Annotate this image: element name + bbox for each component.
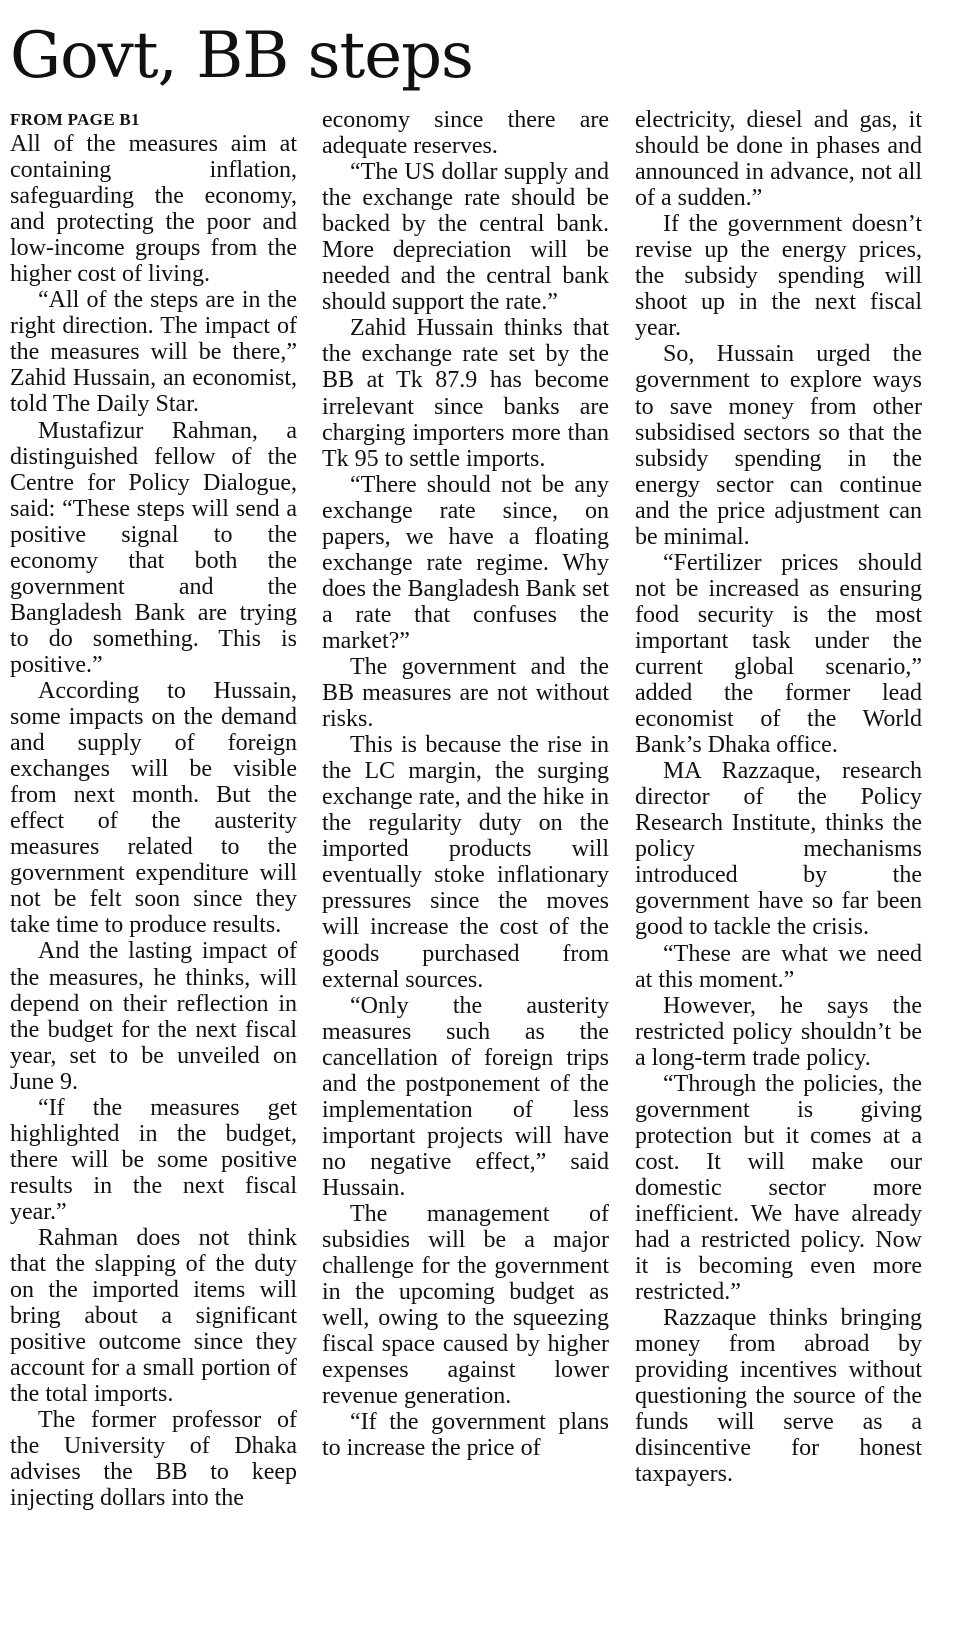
article-column-2 [322,107,609,1645]
headline: Govt, BB steps [10,19,473,93]
paragraph: The government and the BB measures are not without risks. [322,653,609,733]
paragraph: Zahid Hussain thinks that the exchange rate set by the BB at Tk 87.9 has become irrelevant since banks are charging importers more than Tk 95 to settle imports. [322,315,609,472]
paragraph: So, Hussain urged the government to explore ways to save money from other subsidised sectors so that the subsidy spending in the energy sector can continue and the price adjustment can be minimal. [635,341,922,550]
paragraph: “All of the steps are in the right direction. The impact of the measures will be there,” Zahid Hussain, an economist, told The Daily Star. [10,287,297,418]
paragraph: According to Hussain, some impacts on the demand and supply of foreign exchanges will be visible from next month. But the effect of the austerity measures related to the government expenditure will not be felt soon since they take time to produce results. [10,677,297,939]
paragraph: “There should not be any exchange rate since, on papers, we have a floating exchange rate regime. Why does the Bangladesh Bank set a rate that confuses the market?” [322,471,609,654]
paragraph: economy since there are adequate reserves. [322,107,609,160]
paragraph: electricity, diesel and gas, it should be done in phases and announced in advance, not all of a sudden.” [635,107,922,212]
paragraph: “Through the policies, the government is giving protection but it comes at a cost. It will make our domestic sector more inefficient. We have already had a restricted policy. Now it is becoming even more restricted.” [635,1070,922,1306]
paragraph: If the government doesn’t revise up the energy prices, the subsidy spending will shoot up in the next fiscal year. [635,211,922,342]
paragraph: All of the measures aim at containing inflation, safeguarding the economy, and protecting the poor and low-income groups from the higher cost of living. [10,131,297,288]
paragraph: The former professor of the University of Dhaka advises the BB to keep injecting dollars into the [10,1407,297,1512]
paragraph: Mustafizur Rahman, a distinguished fellow of the Centre for Policy Dialogue, said: “These steps will send a positive signal to the economy that both the government and the Bangladesh Bank are trying to do something. This is positive.” [10,417,297,678]
paragraph: “The US dollar supply and the exchange rate should be backed by the central bank. More depreciation will be needed and the central bank should support the rate.” [322,159,609,316]
paragraph: “Fertilizer prices should not be increased as ensuring food security is the most important task under the current global scenario,” added the former lead economist of the World Bank’s Dhaka office. [635,549,922,759]
paragraph: “These are what we need at this moment.” [635,940,922,993]
paragraph: “Only the austerity measures such as the cancellation of foreign trips and the postponement of the implementation of less important projects will have no negative effect,” said Hussain. [322,992,609,1201]
jump-line: FROM PAGE B1 [10,110,140,129]
paragraph: MA Razzaque, research director of the Policy Research Institute, thinks the policy mechanisms introduced by the government have so far been good to tackle the crisis. [635,758,922,941]
paragraph: However, he says the restricted policy shouldn’t be a long-term trade policy. [635,992,922,1071]
paragraph: Rahman does not think that the slapping of the duty on the imported items will bring about a significant positive outcome since they account for a small portion of the total imports. [10,1224,297,1408]
paragraph: Razzaque thinks bringing money from abroad by providing incentives without questioning the source of the funds will serve as a disincentive for honest taxpayers. [635,1305,922,1488]
paragraph: And the lasting impact of the measures, he thinks, will depend on their reflection in the budget for the next fiscal year, set to be unveiled on June 9. [10,938,297,1095]
paragraph: “If the government plans to increase the price of [322,1409,609,1462]
paragraph: The management of subsidies will be a major challenge for the government in the upcoming budget as well, owing to the squeezing fiscal space caused by higher expenses against lower revenue generation. [322,1200,609,1410]
paragraph: “If the measures get highlighted in the budget, there will be some positive results in the next fiscal year.” [10,1094,297,1225]
article-column-3 [635,107,922,1645]
article-column-1 [10,107,297,1645]
paragraph: This is because the rise in the LC margin, the surging exchange rate, and the hike in the regularity duty on the imported products will eventually stoke inflationary pressures since the moves will increase the cost of the goods purchased from external sources. [322,732,609,993]
